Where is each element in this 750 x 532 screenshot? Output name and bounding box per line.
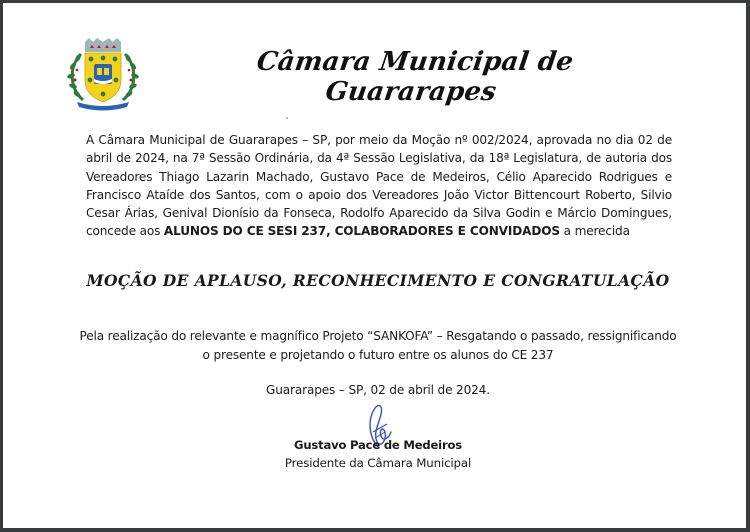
motion-reason (63, 327, 693, 365)
scan-artifact (286, 117, 288, 119)
body-text-closing: a merecida (559, 224, 630, 239)
motion-body-paragraph (86, 131, 672, 241)
reason-line-1: Pela realização do relevante e magnífico Projeto “SANKOFA” – Resgatando o passado, ressignificando (79, 329, 677, 343)
signer-name: Gustavo Pace de Medeiros (294, 438, 462, 452)
reason-line-2: o presente e projetando o futuro entre os alunos do CE 237 (202, 348, 554, 362)
motion-title: MOÇÃO DE APLAUSO, RECONHECIMENTO E CONGRATULAÇÃO (86, 271, 670, 290)
body-text-intro: A Câmara Municipal de Guararapes – SP, por meio da Moção nº 002/2024, aprovada no dia 02 de abril de 2024, na 7ª Sessão Ordinária, da 4ª Sessão Legislativa, da 18ª Legislatura, de autoria dos Vereadores Thiago Lazarin Machado, Gustavo Pace de Medeiros, Célio Aparecido Rodrigues e Francisco Ataíde dos Santos, com o apoio dos Vereadores João Victor Bittencourt Roberto, Silvio Cesar Árias, Genival Dionísio da Fonseca, Rodolfo Aparecido da Silva Godin e Márcio Domingues, concede aos (86, 133, 672, 239)
coat-of-arms-icon (63, 36, 143, 112)
signer-role: Presidente da Câmara Municipal (284, 456, 472, 470)
place-and-date: Guararapes – SP, 02 de abril de 2024. (266, 383, 490, 397)
body-text-recipients: ALUNOS DO CE SESI 237, COLABORADORES E CONVIDADOS (163, 224, 560, 239)
document-page (3, 3, 746, 528)
institution-title: Câmara Municipal de Guararapes (254, 47, 576, 107)
